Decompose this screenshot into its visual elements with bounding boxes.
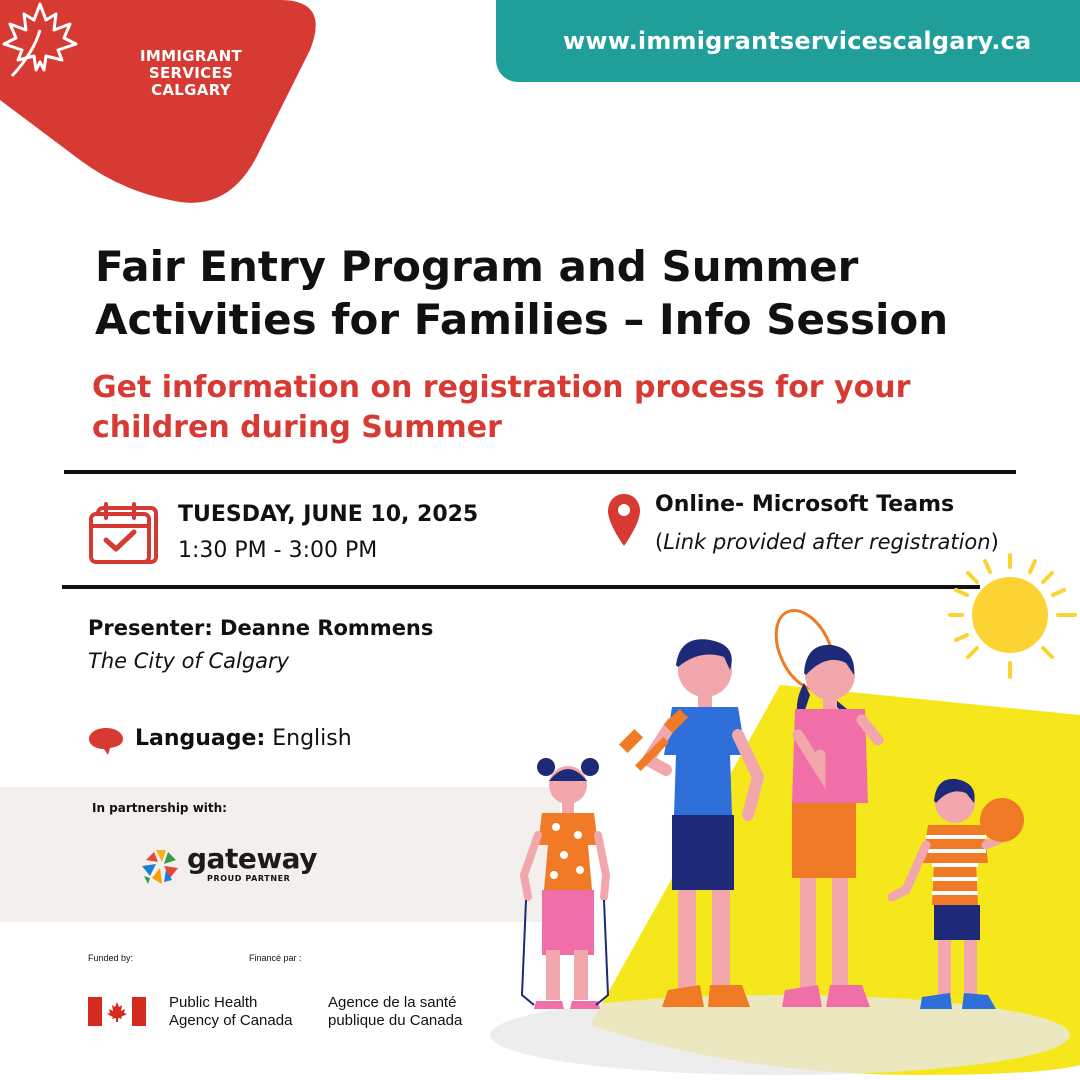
maple-leaf-icon	[0, 0, 80, 80]
sun-icon	[950, 555, 1075, 677]
website-link[interactable]	[496, 0, 1080, 82]
agency-fr-line2: publique du Canada	[328, 1012, 463, 1029]
event-subtitle-line1: Get information on registration process for your	[92, 370, 911, 405]
logo-text-line2: SERVICES	[148, 64, 234, 82]
logo-text-line3: CALGARY	[151, 81, 231, 99]
logo-text-line1: IMMIGRANT	[140, 47, 242, 65]
calendar-check-icon	[88, 500, 160, 566]
canada-flag-icon	[88, 997, 146, 1026]
event-subtitle	[92, 368, 992, 448]
divider-top	[64, 470, 1016, 474]
agency-en-line1: Public Health	[169, 994, 258, 1011]
funded-by: Funded by:	[88, 953, 134, 963]
presenter-org: The City of Calgary	[88, 649, 290, 673]
event-time: 1:30 PM - 3:00 PM	[178, 538, 378, 563]
agency-fr-line1: Agence de la santé	[328, 994, 457, 1011]
website-url[interactable]: www.immigrantservicescalgary.ca	[563, 27, 1032, 55]
language-label: Language:	[135, 726, 266, 751]
event-date: TUESDAY, JUNE 10, 2025	[178, 502, 479, 527]
agency-name-en	[169, 994, 292, 1030]
girl-illustration	[522, 758, 608, 1009]
gateway-name: gateway	[187, 842, 317, 875]
location-pin-icon	[606, 492, 642, 548]
finance-par: Financé par :	[249, 953, 302, 963]
gateway-sub: PROUD PARTNER	[207, 874, 291, 883]
event-location: Online- Microsoft Teams	[655, 492, 955, 517]
logo-block	[0, 0, 330, 210]
event-subtitle-line2: children during Summer	[92, 410, 502, 445]
event-title-line1: Fair Entry Program and Summer	[95, 242, 859, 291]
event-location-note: (Link provided after registration)	[655, 530, 999, 554]
event-title-line2: Activities for Families – Info Session	[95, 295, 949, 344]
agency-name-fr	[328, 994, 462, 1030]
language	[135, 726, 352, 751]
presenter: Presenter: Deanne Rommens	[88, 616, 434, 640]
event-title	[95, 240, 995, 346]
logo-text	[140, 48, 242, 99]
partner-label: In partnership with:	[92, 801, 227, 815]
speech-bubble-icon	[88, 726, 124, 756]
agency-en-line2: Agency of Canada	[169, 1012, 293, 1029]
location-note-text: Link provided after registration	[663, 530, 991, 554]
language-value: English	[272, 726, 352, 751]
gateway-mark-icon	[140, 846, 180, 886]
family-illustration	[480, 545, 1080, 1080]
